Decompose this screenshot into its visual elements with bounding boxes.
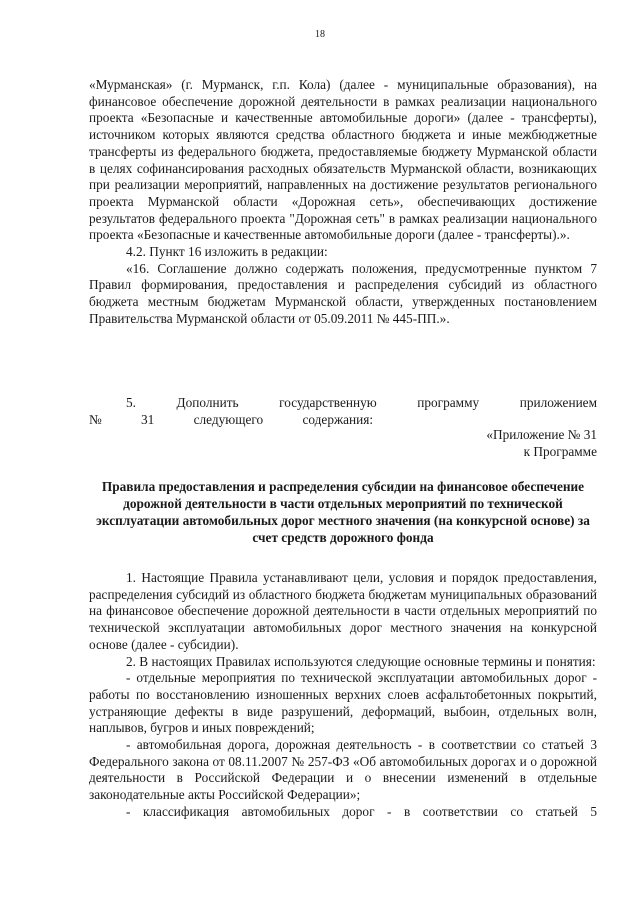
- text-block-top: [89, 77, 597, 328]
- appendix-reference-line-1: «Приложение № 31: [486, 427, 597, 442]
- rules-heading: Правила предоставления и распределения субсидии на финансовое обеспечение дорожной деятельности в части отдельных мероприятий по технической эксплуатации автомобильных дорог местного значения (на конкурсной основе) за счет средств дорожного фонда: [96, 479, 590, 545]
- paragraph-point-5: 5. Дополнить государственную программу приложением № 31 следующего содержания:: [89, 395, 597, 427]
- paragraph-point-4-2: 4.2. Пункт 16 изложить в редакции:: [126, 244, 328, 260]
- paragraph-term-classification: - классификация автомобильных дорог - в соответствии со статьей 5: [126, 803, 597, 819]
- page-number: 18: [315, 29, 325, 40]
- paragraph-rules-1: 1. Настоящие Правила устанавливают цели, условия и порядок предоставления, распределения субсидий из областного бюджета бюджетам муниципальных образований на финансовое обеспечение дорожной деятельности в части отдельных мероприятий по технической эксплуатации автомобильных дорог местного значения на конкурсной основе (далее - субсидии).: [89, 570, 597, 652]
- text-block-rules: [89, 570, 597, 821]
- paragraph-transfers: «Мурманская» (г. Мурманск, г.п. Кола) (далее - муниципальные образования), на финансовое обеспечение дорожной деятельности в рамках реализации национального проекта «Безопасные и качественные автомобильные дороги» (далее - трансферты), источником которых являются средства областного бюджета и иные межбюджетные трансферты из федерального бюджета, предоставляемые бюджету Мурманской области в целях софинансирования расходных обязательств Мурманской области, возникающих при реализации мероприятий, направленных на достижение результатов регионального проекта Мурманской области «Дорожная сеть», обеспечивающих достижение результатов федерального проекта "Дорожная сеть" в рамках реализации национального проекта «Безопасные и качественные автомобильные дороги (далее - трансферты).».: [89, 77, 597, 243]
- paragraph-point-16: «16. Соглашение должно содержать положения, предусмотренные пунктом 7 Правил формирования, предоставления и распределения субсидий из областного бюджета местным бюджетам Мурманской области, утвержденных постановлением Правительства Мурманской области от 05.09.2011 № 445-ПП.».: [89, 260, 597, 326]
- paragraph-rules-2: 2. В настоящих Правилах используются следующие основные термины и понятия:: [126, 653, 596, 669]
- paragraph-term-maintenance: - отдельные мероприятия по технической эксплуатации автомобильных дорог - работы по восстановлению изношенных верхних слоев асфальтобетонных покрытий, устраняющие дефекты в виде разрушений, деформаций, выбоин, отдельных волн, наплывов, бугров и иных повреждений;: [89, 670, 597, 736]
- appendix-reference-line-2: к Программе: [523, 444, 597, 459]
- text-block-amendment: [89, 395, 597, 428]
- paragraph-term-road: - автомобильная дорога, дорожная деятельность - в соответствии со статьей 3 Федерального закона от 08.11.2007 № 257-ФЗ «Об автомобильных дорогах и о дорожной деятельности в Российской Федерации и о внесении изменений в отдельные законодательные акты Российской Федерации»;: [89, 737, 597, 803]
